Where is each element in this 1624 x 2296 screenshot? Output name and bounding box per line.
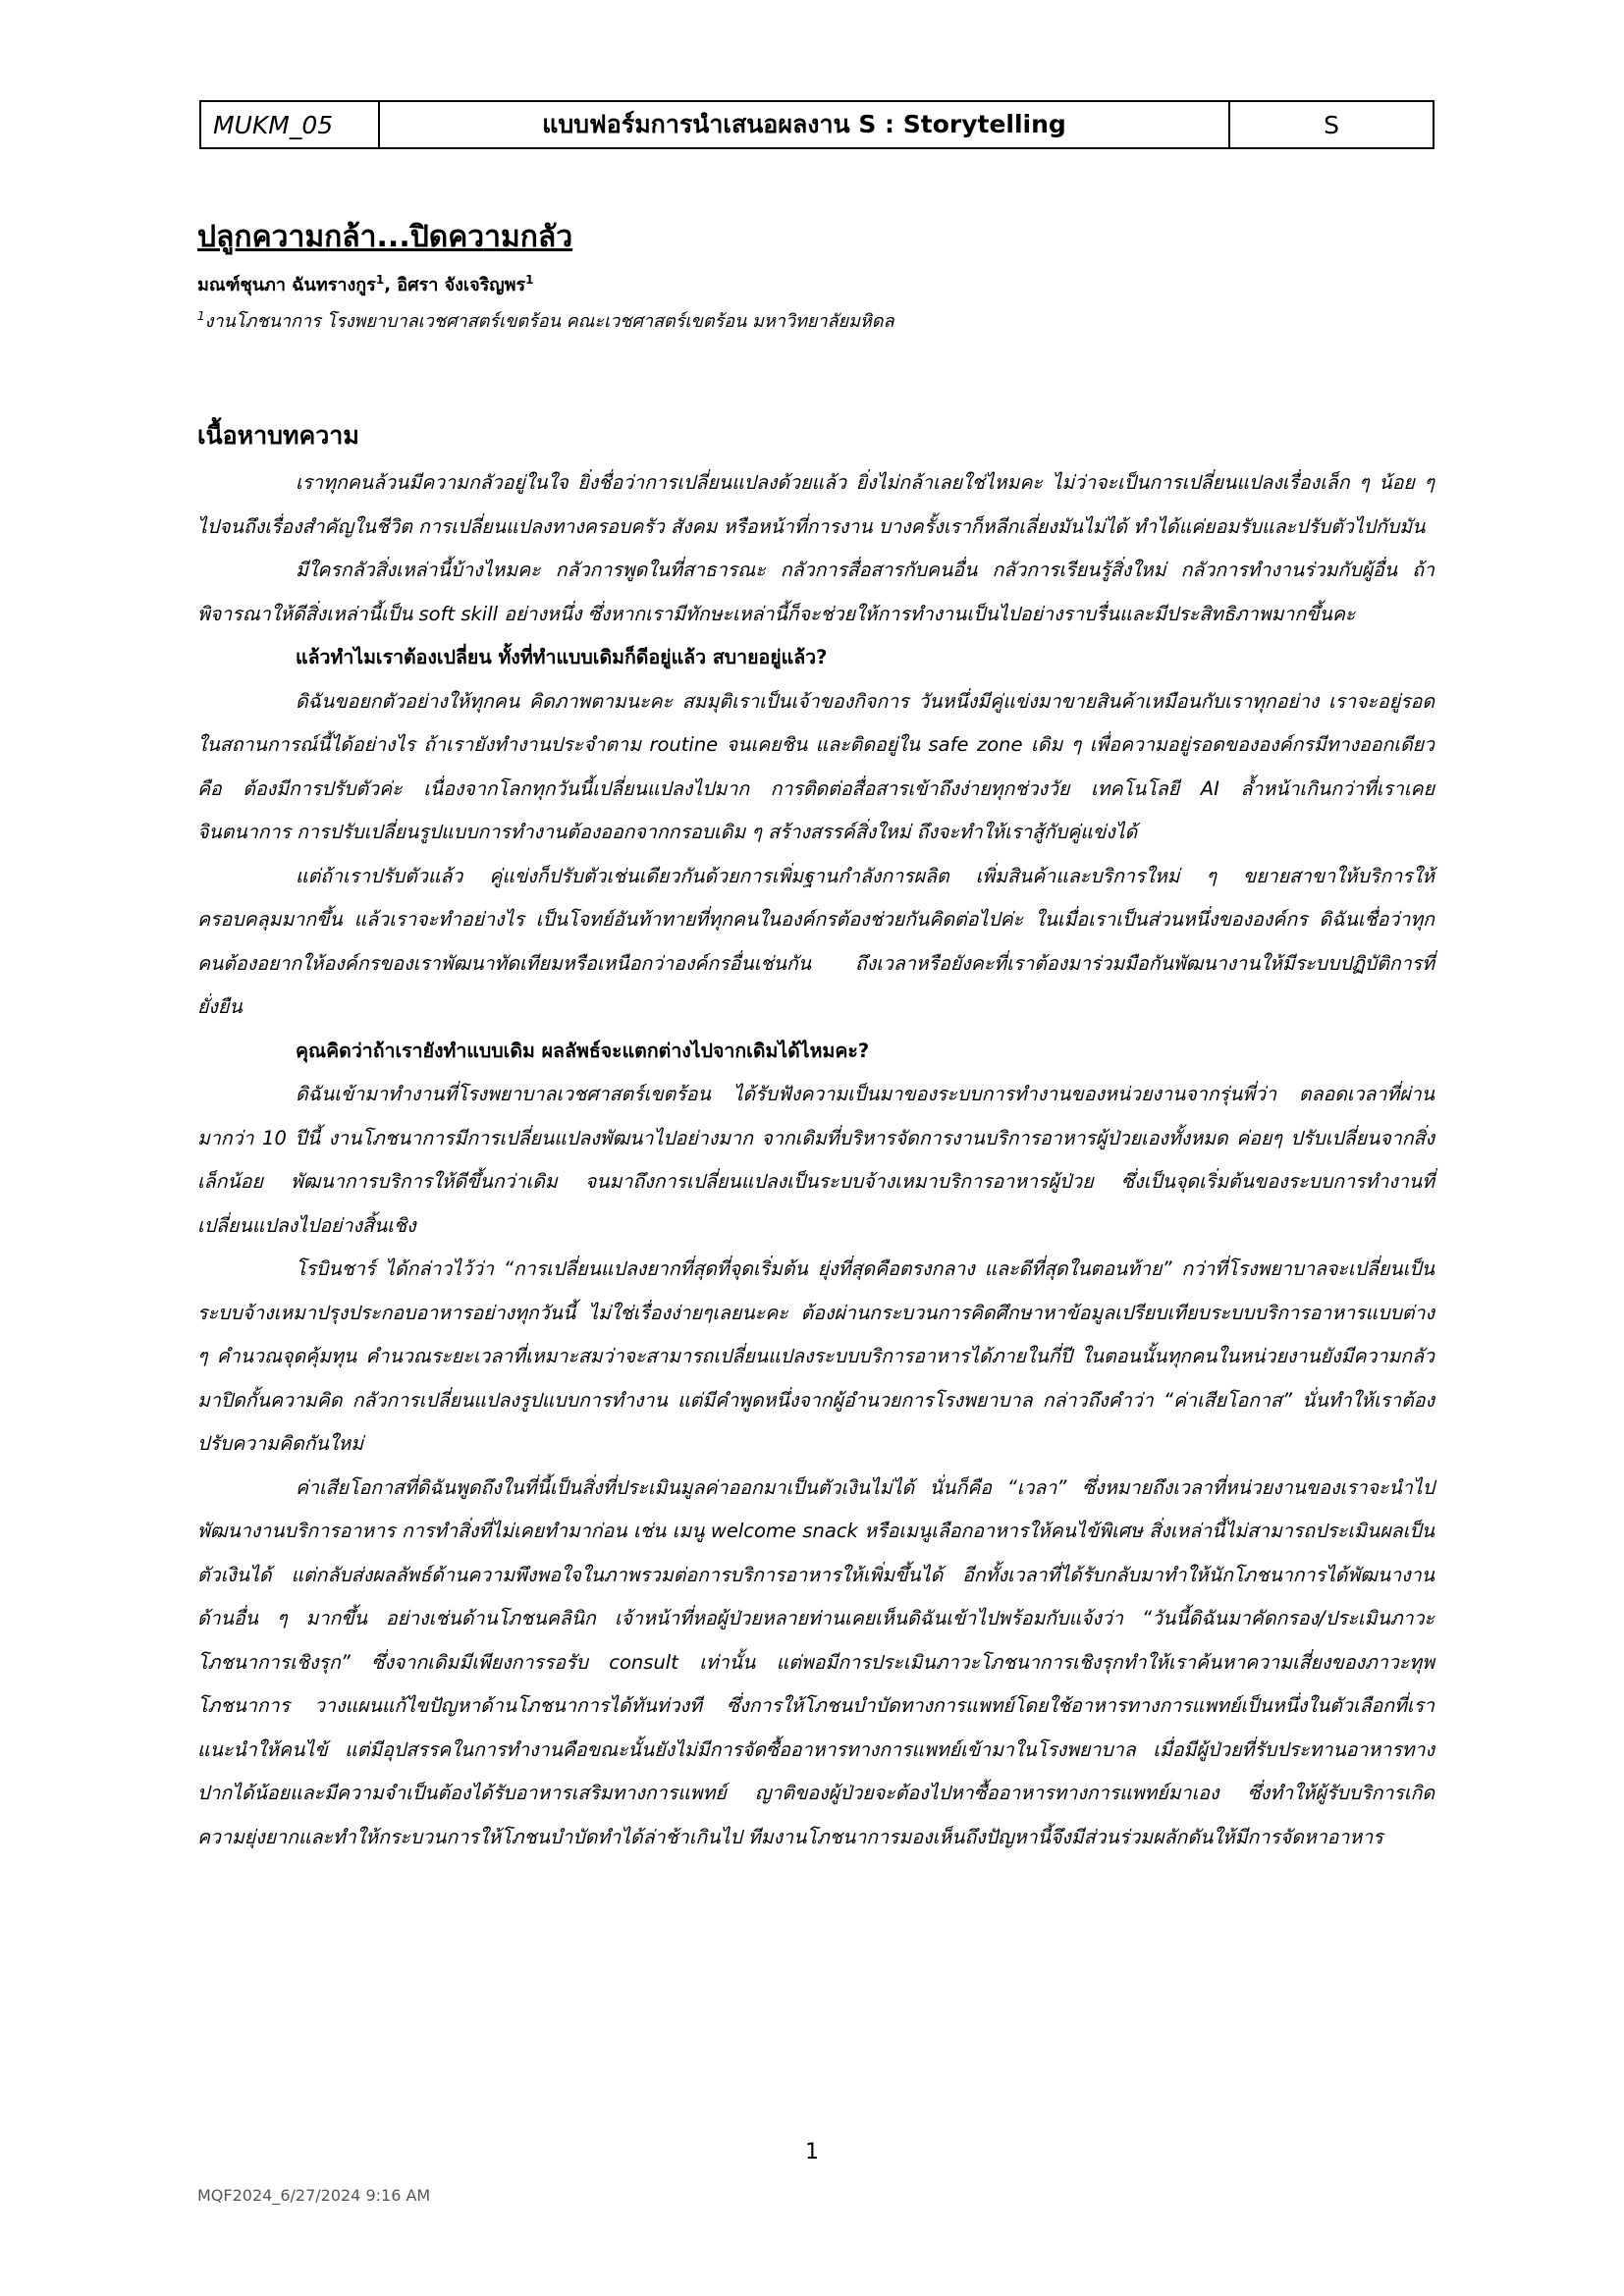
form-title: แบบฟอร์มการนำเสนอผลงาน S : Storytelling (379, 101, 1229, 148)
author-2: อิศรา จังเจริญพร (397, 275, 526, 295)
paragraph-4: แต่ถ้าเราปรับตัวแล้ว คู่แข่งก็ปรับตัวเช่นเดียวกันด้วยการเพิ่มฐานกำลังการผลิต เพิ่มสินค้าและบริการใหม่ ๆ ขยายสาขาให้บริการให้ครอบคลุมมากขึ้น แล้วเราจะทำอย่างไร เป็นโจทย์อันท้าทายที่ทุกคนในองค์กรต้องช่วยกันคิดต่อไปค่ะ ในเมื่อเราเป็นส่วนหนึ่งขององค์กร ดิฉันเชื่อว่าทุกคนต้องอยากให้องค์กรของเราพัฒนาทัดเทียมหรือเหนือกว่าองค์กรอื่นเช่นกัน ถึงเวลาหรือยังคะที่เราต้องมาร่วมมือกันพัฒนางานให้มีระบบปฏิบัติการที่ยั่งยืน (197, 864, 1435, 1018)
page-number: 1 (805, 2140, 819, 2164)
form-type: S (1229, 101, 1434, 148)
document-title: ปลูกความกล้า...ปิดความกลัว (197, 220, 573, 254)
footer-stamp: MQF2024_6/27/2024 9:16 AM (197, 2186, 431, 2205)
affiliation: งานโภชนาการ โรงพยาบาลเวชศาสตร์เขตร้อน คณะเวชศาสตร์เขตร้อน มหาวิทยาลัยมหิดล (204, 311, 894, 332)
author-line: มณฑ์ชุนภา ฉันทรางกูร$^1$, อิศรา จังเจริญพร$^1$ (197, 273, 534, 295)
paragraph-2: มีใครกลัวสิ่งเหล่านี้บ้างไหมคะ กลัวการพูดในที่สาธารณะ กลัวการสื่อสารกับคนอื่น กลัวการเรียนรู้สิ่งใหม่ กลัวการทำงานร่วมกับผู้อื่น ถ้าพิจารณาให้ดีสิ่งเหล่านี้เป็น soft skill อย่างหนึ่ง ซึ่งหากเรามีทักษะเหล่านี้ก็จะช่วยให้การทำงานเป็นไปอย่างราบรื่นและมีประสิทธิภาพมากขึ้นคะ (197, 559, 1435, 625)
subheading-1: แล้วทำไมเราต้องเปลี่ยน ทั้งที่ทำแบบเดิมก็ดีอยู่แล้ว สบายอยู่แล้ว? (296, 646, 828, 668)
form-code: MUKM_05 (200, 101, 379, 148)
title-block (197, 214, 1435, 336)
form-header-table (199, 100, 1435, 149)
affiliation-line: $^1$งานโภชนาการ โรงพยาบาลเวชศาสตร์เขตร้อน คณะเวชศาสตร์เขตร้อน มหาวิทยาลัยมหิดล (197, 309, 894, 332)
subheading-2: คุณคิดว่าถ้าเรายังทำแบบเดิม ผลลัพธ์จะแตกต่างไปจากเดิมได้ไหมคะ? (296, 1039, 870, 1062)
paragraph-6: โรบินชาร์ ได้กล่าวไว้ว่า “การเปลี่ยนแปลงยากที่สุดที่จุดเริ่มต้น ยุ่งที่สุดคือตรงกลาง และดีที่สุดในตอนท้าย” กว่าที่โรงพยาบาลจะเปลี่ยนเป็นระบบจ้างเหมาปรุงประกอบอาหารอย่างทุกวันนี้ ไม่ใช่เรื่องง่ายๆเลยนะคะ ต้องผ่านกระบวนการคิดศึกษาหาข้อมูลเปรียบเทียบระบบบริการอาหารแบบต่าง ๆ คำนวณจุดคุ้มทุน คำนวณระยะเวลาที่เหมาะสมว่าจะสามารถเปลี่ยนแปลงระบบบริการอาหารได้ภายในกี่ปี ในตอนนั้นทุกคนในหน่วยงานยังมีความกลัวมาปิดกั้นความคิด กลัวการเปลี่ยนแปลงรูปแบบการทำงาน แต่มีคำพูดหนึ่งจากผู้อำนวยการโรงพยาบาล กล่าวถึงคำว่า “ค่าเสียโอกาส” นั่นทำให้เราต้องปรับความคิดกันใหม่ (197, 1257, 1435, 1455)
article-body (197, 416, 1435, 1859)
section-heading: เนื้อหาบทความ (197, 421, 359, 450)
paragraph-1: เราทุกคนล้วนมีความกลัวอยู่ในใจ ยิ่งชื่อว่าการเปลี่ยนแปลงด้วยแล้ว ยิ่งไม่กล้าเลยใช่ไหมคะ ไม่ว่าจะเป็นการเปลี่ยนแปลงเรื่องเล็ก ๆ น้อย ๆ ไปจนถึงเรื่องสำคัญในชีวิต การเปลี่ยนแปลงทางครอบครัว สังคม หรือหน้าที่การงาน บางครั้งเราก็หลีกเลี่ยงมันไม่ได้ ทำได้แค่ยอมรับและปรับตัวไปกับมัน (197, 471, 1435, 538)
paragraph-7: ค่าเสียโอกาสที่ดิฉันพูดถึงในที่นี้เป็นสิ่งที่ประเมินมูลค่าออกมาเป็นตัวเงินไม่ได้ นั่นก็คือ “เวลา” ซึ่งหมายถึงเวลาที่หน่วยงานของเราจะนำไปพัฒนางานบริการอาหาร การทำสิ่งที่ไม่เคยทำมาก่อน เช่น เมนู welcome snack หรือเมนูเลือกอาหารให้คนไข้พิเศษ สิ่งเหล่านี้ไม่สามารถประเมินผลเป็นตัวเงินได้ แต่กลับส่งผลลัพธ์ด้านความพึงพอใจในภาพรวมต่อการบริการอาหารให้เพิ่มขึ้นได้ อีกทั้งเวลาที่ได้รับกลับมาทำให้นักโภชนาการได้พัฒนางานด้านอื่น ๆ มากขึ้น อย่างเช่นด้านโภชนคลินิก เจ้าหน้าที่หอผู้ป่วยหลายท่านเคยเห็นดิฉันเข้าไปพร้อมกับแจ้งว่า “วันนี้ดิฉันมาคัดกรอง/ประเมินภาวะโภชนาการเชิงรุก” ซึ่งจากเดิมมีเพียงการรอรับ consult เท่านั้น แต่พอมีการประเมินภาวะโภชนาการเชิงรุกทำให้เราค้นหาความเสี่ยงของภาวะทุพโภชนาการ วางแผนแก้ไขปัญหาด้านโภชนาการได้ทันท่วงที ซึ่งการให้โภชนบำบัดทางการแพทย์โดยใช้อาหารทางการแพทย์เป็นหนึ่งในตัวเลือกที่เราแนะนำให้คนไข้ แต่มีอุปสรรคในการทำงานคือขณะนั้นยังไม่มีการจัดซื้ออาหารทางการแพทย์เข้ามาในโรงพยาบาล เมื่อมีผู้ป่วยที่รับประทานอาหารทางปากได้น้อยและมีความจำเป็นต้องได้รับอาหารเสริมทางการแพทย์ ญาติของผู้ป่วยจะต้องไปหาซื้ออาหารทางการแพทย์มาเอง ซึ่งทำให้ผู้รับบริการเกิดความยุ่งยากและทำให้กระบวนการให้โภชนบำบัดทำได้ล่าช้าเกินไป ทีมงานโภชนาการมองเห็นถึงปัญหานี้จึงมีส่วนร่วมผลักดันให้มีการจัดหาอาหาร (197, 1475, 1435, 1848)
paragraph-5: ดิฉันเข้ามาทำงานที่โรงพยาบาลเวชศาสตร์เขตร้อน ได้รับฟังความเป็นมาของระบบการทำงานของหน่วยงานจากรุ่นพี่ว่า ตลอดเวลาที่ผ่านมากว่า 10 ปีนี้ งานโภชนาการมีการเปลี่ยนแปลงพัฒนาไปอย่างมาก จากเดิมที่บริหารจัดการงานบริการอาหารผู้ป่วยเองทั้งหมด ค่อยๆ ปรับเปลี่ยนจากสิ่งเล็กน้อย พัฒนาการบริการให้ดีขึ้นกว่าเดิม จนมาถึงการเปลี่ยนแปลงเป็นระบบจ้างเหมาบริการอาหารผู้ป่วย ซึ่งเป็นจุดเริ่มต้นของระบบการทำงานที่เปลี่ยนแปลงไปอย่างสิ้นเชิง (197, 1083, 1435, 1237)
paragraph-3: ดิฉันขอยกตัวอย่างให้ทุกคน คิดภาพตามนะคะ สมมุติเราเป็นเจ้าของกิจการ วันหนึ่งมีคู่แข่งมาขายสินค้าเหมือนกับเราทุกอย่าง เราจะอยู่รอดในสถานการณ์นี้ได้อย่างไร ถ้าเรายังทำงานประจำตาม routine จนเคยชิน และติดอยู่ใน safe zone เดิม ๆ เพื่อความอยู่รอดขององค์กรมีทางออกเดียวคือ ต้องมีการปรับตัวค่ะ เนื่องจากโลกทุกวันนี้เปลี่ยนแปลงไปมาก การติดต่อสื่อสารเข้าถึงง่ายทุกช่วงวัย เทคโนโลยี AI ล้ำหน้าเกินกว่าที่เราเคยจินตนาการ การปรับเปลี่ยนรูปแบบการทำงานต้องออกจากกรอบเดิม ๆ สร้างสรรค์สิ่งใหม่ ถึงจะทำให้เราสู้กับคู่แข่งได้ (197, 689, 1435, 843)
author-1: มณฑ์ชุนภา ฉันทรางกูร (197, 275, 376, 295)
